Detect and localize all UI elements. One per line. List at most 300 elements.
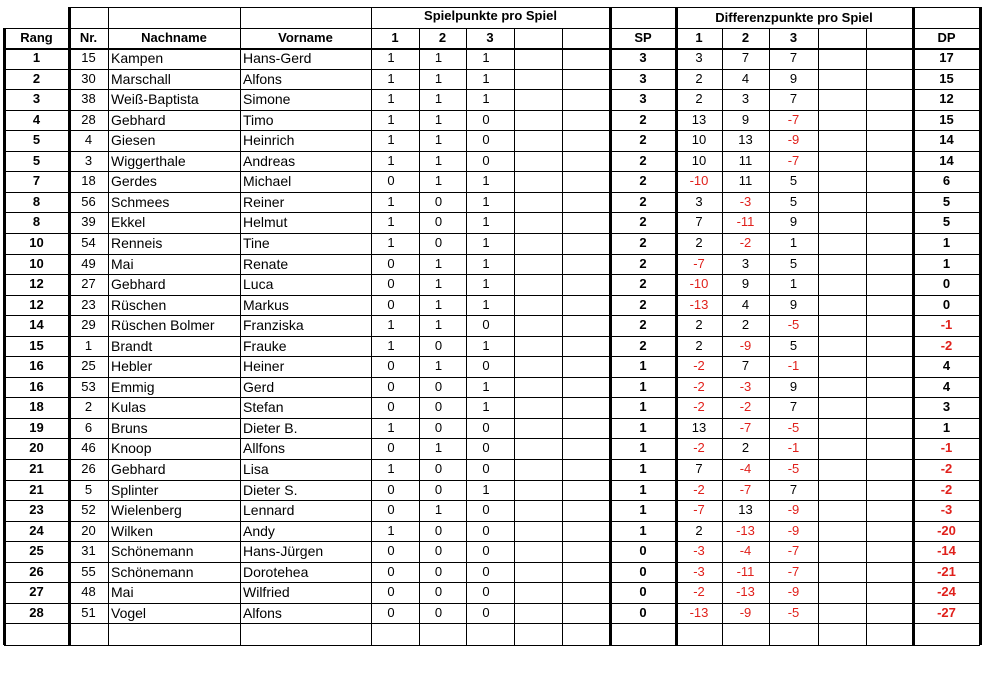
- grid-line: [818, 28, 819, 645]
- cell-dp: -14: [937, 543, 956, 559]
- grid-line: [69, 7, 980, 8]
- cell-d2: -2: [739, 234, 752, 250]
- cell-sp: 0: [639, 604, 647, 620]
- cell-s3: 0: [482, 502, 490, 518]
- cell-d1: 7: [695, 461, 703, 476]
- cell-s2: 1: [434, 276, 443, 292]
- cell-nr: 54: [81, 234, 96, 250]
- cell-s2: 0: [434, 584, 443, 600]
- grid-line: [4, 171, 980, 172]
- cell-d1: -7: [693, 502, 705, 518]
- cell-s2: 1: [434, 317, 443, 333]
- cell-sp: 2: [639, 255, 647, 271]
- cell-d2: 2: [741, 440, 750, 456]
- group-header-spielpunkte: Spielpunkte pro Spiel: [424, 8, 557, 23]
- cell-d2: -7: [739, 481, 752, 497]
- cell-nr: 30: [81, 70, 96, 86]
- cell-s3: 0: [482, 563, 490, 579]
- cell-d2: -4: [739, 461, 752, 476]
- cell-vorname: Dorotehea: [243, 563, 309, 580]
- cell-dp: -2: [940, 337, 953, 353]
- cell-vorname: Renate: [243, 255, 289, 272]
- grid-line: [4, 603, 980, 604]
- cell-rang: 1: [32, 50, 41, 65]
- column-header: Nachname: [141, 30, 207, 45]
- grid-line: [4, 459, 980, 460]
- cell-s1: 0: [387, 502, 395, 518]
- cell-rang: 24: [29, 522, 44, 538]
- grid-line: [4, 254, 980, 255]
- cell-s1: 1: [387, 70, 395, 86]
- grid-line: [4, 28, 980, 29]
- cell-d1: 2: [695, 317, 703, 333]
- cell-sp: 1: [639, 461, 647, 476]
- cell-s2: 1: [434, 502, 443, 518]
- cell-d1: 2: [695, 337, 703, 353]
- grid-line: [4, 397, 980, 398]
- cell-s1: 0: [387, 604, 395, 620]
- cell-dp: 14: [939, 152, 954, 168]
- cell-nachname: Kampen: [111, 50, 164, 66]
- cell-d1: 2: [695, 91, 703, 107]
- cell-dp: 15: [939, 70, 954, 86]
- grid-line: [4, 89, 980, 90]
- cell-nachname: Ekkel: [111, 214, 146, 231]
- grid-line: [912, 7, 915, 645]
- cell-s3: 0: [482, 522, 490, 538]
- cell-d1: -10: [689, 276, 709, 292]
- cell-d3: 7: [789, 399, 798, 415]
- cell-d1: 2: [695, 234, 703, 250]
- cell-sp: 1: [639, 440, 647, 456]
- cell-s3: 1: [482, 214, 490, 230]
- cell-rang: 16: [29, 378, 44, 394]
- cell-sp: 1: [639, 502, 647, 518]
- cell-s1: 1: [387, 419, 395, 435]
- cell-sp: 1: [639, 481, 647, 497]
- grid-line: [866, 28, 867, 645]
- cell-vorname: Andy: [243, 522, 275, 539]
- grid-line: [4, 623, 980, 624]
- cell-vorname: Reiner: [243, 193, 285, 210]
- cell-nr: 28: [81, 111, 96, 127]
- cell-s3: 1: [482, 337, 490, 353]
- grid-line: [4, 480, 980, 481]
- cell-d3: -7: [787, 111, 800, 127]
- cell-d3: 7: [789, 481, 798, 497]
- cell-sp: 2: [639, 214, 647, 230]
- cell-nr: 23: [81, 296, 96, 312]
- cell-dp: 4: [942, 378, 951, 394]
- grid-line: [4, 274, 980, 275]
- cell-d1: -3: [693, 543, 705, 559]
- cell-d3: -9: [787, 584, 800, 600]
- cell-s1: 1: [387, 91, 395, 107]
- cell-sp: 2: [639, 296, 647, 312]
- cell-d3: 5: [789, 173, 798, 189]
- cell-rang: 26: [29, 563, 44, 579]
- cell-d2: -9: [739, 604, 752, 620]
- cell-d2: 2: [741, 317, 750, 333]
- cell-dp: 6: [942, 173, 951, 189]
- cell-s1: 1: [387, 522, 395, 538]
- cell-rang: 28: [29, 604, 44, 620]
- cell-vorname: Dieter B.: [243, 419, 298, 436]
- cell-dp: -21: [937, 563, 956, 579]
- cell-sp: 1: [639, 419, 647, 435]
- grid-line: [4, 582, 980, 583]
- grid-line: [722, 28, 723, 645]
- cell-rang: 10: [29, 234, 44, 250]
- cell-s2: 1: [434, 70, 443, 86]
- cell-sp: 0: [639, 563, 647, 579]
- cell-nr: 6: [84, 419, 93, 435]
- cell-rang: 15: [29, 337, 44, 353]
- grid-line: [4, 151, 980, 152]
- grid-line: [4, 562, 980, 563]
- cell-nr: 56: [81, 193, 96, 209]
- cell-nachname: Gebhard: [111, 276, 166, 293]
- cell-s3: 1: [482, 399, 490, 415]
- cell-sp: 3: [639, 70, 647, 86]
- cell-s3: 0: [482, 132, 490, 148]
- cell-s3: 0: [482, 604, 490, 620]
- cell-d3: 1: [789, 276, 798, 292]
- cell-nachname: Rüschen: [111, 296, 167, 313]
- cell-s1: 0: [387, 255, 395, 271]
- grid-line: [371, 7, 372, 645]
- cell-nachname: Rüschen Bolmer: [111, 317, 215, 334]
- cell-s1: 0: [387, 563, 395, 579]
- cell-s3: 1: [482, 173, 490, 189]
- cell-vorname: Luca: [243, 276, 274, 293]
- column-header: 1: [695, 30, 703, 45]
- cell-dp: -27: [937, 604, 956, 620]
- grid-line: [108, 7, 109, 645]
- cell-sp: 2: [639, 193, 647, 209]
- cell-s2: 0: [434, 461, 443, 476]
- cell-s2: 0: [434, 481, 443, 497]
- cell-d3: -5: [787, 461, 800, 476]
- cell-d3: -1: [787, 358, 800, 374]
- cell-vorname: Markus: [243, 296, 289, 313]
- cell-s3: 1: [482, 70, 490, 86]
- cell-sp: 2: [639, 111, 647, 127]
- cell-nachname: Schmees: [111, 193, 170, 210]
- cell-s2: 0: [434, 378, 443, 394]
- cell-d2: 7: [741, 50, 750, 65]
- cell-sp: 2: [639, 317, 647, 333]
- cell-d2: 7: [741, 358, 750, 374]
- grid-line: [4, 192, 980, 193]
- cell-s2: 1: [434, 296, 443, 312]
- cell-nr: 1: [84, 337, 93, 353]
- cell-nr: 20: [81, 522, 96, 538]
- cell-s1: 0: [387, 481, 395, 497]
- cell-d3: -1: [787, 440, 800, 456]
- cell-nr: 15: [81, 50, 96, 65]
- cell-dp: 0: [942, 296, 951, 312]
- cell-nachname: Gebhard: [111, 461, 166, 477]
- cell-vorname: Hans-Gerd: [243, 50, 312, 66]
- grid-line: [4, 645, 980, 646]
- cell-vorname: Helmut: [243, 214, 288, 231]
- cell-rang: 21: [29, 481, 44, 497]
- cell-nachname: Wilken: [111, 522, 154, 539]
- cell-rang: 10: [29, 255, 44, 271]
- cell-s2: 0: [434, 214, 443, 230]
- column-header: SP: [634, 30, 652, 45]
- cell-s3: 1: [482, 91, 490, 107]
- grid-line: [4, 130, 980, 131]
- cell-s1: 0: [387, 399, 395, 415]
- cell-vorname: Heinrich: [243, 132, 295, 149]
- column-header: DP: [937, 30, 956, 45]
- cell-nr: 27: [81, 276, 96, 292]
- cell-vorname: Michael: [243, 173, 292, 190]
- cell-sp: 1: [639, 522, 647, 538]
- cell-s1: 0: [387, 358, 395, 374]
- cell-nr: 5: [84, 481, 93, 497]
- cell-rang: 8: [32, 214, 41, 230]
- cell-rang: 2: [32, 70, 41, 86]
- cell-vorname: Dieter S.: [243, 481, 298, 498]
- cell-vorname: Alfons: [243, 604, 282, 621]
- cell-rang: 21: [29, 461, 44, 476]
- cell-d2: -11: [736, 563, 755, 579]
- cell-d1: -2: [693, 358, 705, 374]
- cell-nachname: Mai: [111, 255, 134, 272]
- cell-d1: 13: [691, 111, 707, 127]
- cell-s3: 0: [482, 440, 490, 456]
- cell-nachname: Kulas: [111, 399, 147, 416]
- cell-nr: 25: [81, 358, 96, 374]
- cell-d1: -3: [693, 563, 705, 579]
- cell-nr: 46: [81, 440, 96, 456]
- cell-nr: 29: [81, 317, 96, 333]
- cell-d3: 9: [789, 378, 798, 394]
- cell-dp: -1: [940, 440, 953, 456]
- cell-d1: 10: [691, 132, 707, 148]
- cell-d3: 5: [789, 193, 798, 209]
- cell-s2: 0: [434, 193, 443, 209]
- cell-dp: 1: [942, 255, 951, 271]
- cell-dp: 15: [939, 111, 954, 127]
- grid-line: [3, 28, 6, 645]
- cell-s2: 0: [434, 337, 443, 353]
- cell-d2: 13: [738, 502, 753, 518]
- cell-dp: 5: [942, 214, 951, 230]
- cell-dp: -3: [940, 502, 953, 518]
- cell-sp: 2: [639, 173, 647, 189]
- cell-nr: 31: [81, 543, 96, 559]
- cell-s1: 0: [387, 543, 395, 559]
- cell-sp: 2: [639, 337, 647, 353]
- grid-line: [4, 233, 980, 234]
- cell-s1: 0: [387, 440, 395, 456]
- cell-d1: -2: [693, 481, 705, 497]
- cell-sp: 3: [639, 50, 647, 65]
- cell-s1: 1: [387, 152, 395, 168]
- cell-d1: -13: [689, 604, 709, 620]
- cell-s1: 1: [387, 214, 395, 230]
- cell-s2: 0: [434, 522, 443, 538]
- cell-nr: 26: [81, 461, 96, 476]
- cell-s2: 0: [434, 563, 443, 579]
- cell-d3: -5: [787, 317, 800, 333]
- cell-s1: 1: [387, 337, 395, 353]
- grid-line: [4, 377, 980, 378]
- cell-s1: 1: [387, 50, 395, 65]
- cell-s3: 0: [482, 461, 490, 476]
- cell-d3: 7: [789, 91, 798, 107]
- cell-dp: 3: [942, 399, 951, 415]
- column-header: Rang: [20, 30, 53, 45]
- cell-sp: 2: [639, 276, 647, 292]
- cell-s2: 1: [434, 255, 443, 271]
- cell-d3: -9: [787, 132, 800, 148]
- cell-nachname: Splinter: [111, 481, 159, 498]
- cell-d3: -7: [787, 152, 800, 168]
- cell-d2: 4: [741, 296, 750, 312]
- cell-vorname: Tine: [243, 234, 270, 251]
- grid-line: [4, 438, 980, 439]
- cell-s3: 0: [482, 358, 490, 374]
- cell-nr: 4: [84, 132, 93, 148]
- cell-nr: 55: [81, 563, 96, 579]
- cell-rang: 19: [29, 419, 44, 435]
- cell-rang: 20: [29, 440, 44, 456]
- column-header: [866, 28, 913, 48]
- cell-rang: 23: [29, 502, 44, 518]
- cell-s1: 1: [387, 132, 395, 148]
- cell-s1: 1: [387, 234, 395, 250]
- cell-rang: 16: [29, 358, 44, 374]
- cell-sp: 2: [639, 234, 647, 250]
- cell-s1: 0: [387, 378, 395, 394]
- cell-vorname: Simone: [243, 91, 291, 108]
- cell-d1: -2: [693, 399, 705, 415]
- cell-dp: -24: [937, 584, 956, 600]
- cell-s3: 1: [482, 481, 490, 497]
- cell-d2: -3: [739, 193, 752, 209]
- cell-d1: -2: [693, 440, 705, 456]
- cell-nachname: Bruns: [111, 419, 148, 436]
- grid-line: [4, 110, 980, 111]
- cell-s3: 0: [482, 543, 490, 559]
- grid-line: [4, 418, 980, 419]
- cell-s3: 1: [482, 255, 490, 271]
- cell-vorname: Gerd: [243, 378, 275, 395]
- cell-d3: -7: [787, 563, 800, 579]
- cell-s2: 1: [434, 358, 443, 374]
- cell-s3: 0: [482, 152, 490, 168]
- cell-nachname: Wielenberg: [111, 502, 182, 519]
- cell-d2: -13: [736, 522, 755, 538]
- cell-rang: 7: [32, 173, 41, 189]
- cell-s3: 1: [482, 296, 490, 312]
- cell-s3: 1: [482, 50, 490, 65]
- cell-dp: 1: [942, 234, 951, 250]
- cell-d3: 9: [789, 296, 798, 312]
- cell-dp: 14: [939, 132, 954, 148]
- grid-line: [675, 7, 678, 645]
- cell-d1: -13: [689, 296, 709, 312]
- cell-nachname: Hebler: [111, 358, 153, 375]
- cell-d2: 9: [741, 111, 750, 127]
- cell-dp: 1: [942, 419, 951, 435]
- cell-nachname: Wiggerthale: [111, 152, 186, 169]
- cell-d2: -4: [739, 543, 752, 559]
- cell-sp: 0: [639, 543, 647, 559]
- cell-s3: 1: [482, 193, 490, 209]
- cell-s3: 1: [482, 378, 490, 394]
- cell-sp: 2: [639, 152, 647, 168]
- cell-nr: 48: [81, 584, 96, 600]
- cell-s1: 1: [387, 317, 395, 333]
- cell-nachname: Marschall: [111, 70, 171, 87]
- cell-nachname: Gebhard: [111, 111, 166, 128]
- cell-d3: 1: [789, 234, 798, 250]
- cell-d1: -2: [693, 584, 705, 600]
- cell-s2: 1: [434, 111, 443, 127]
- grid-line: [4, 315, 980, 316]
- cell-s2: 1: [434, 173, 443, 189]
- cell-dp: 5: [942, 193, 951, 209]
- column-header: Vorname: [278, 30, 333, 45]
- cell-sp: 2: [639, 132, 647, 148]
- cell-dp: 12: [939, 91, 954, 107]
- cell-s3: 0: [482, 584, 490, 600]
- cell-d1: 10: [691, 152, 707, 168]
- cell-d2: 4: [741, 70, 750, 86]
- cell-nachname: Renneis: [111, 234, 163, 251]
- cell-dp: 4: [942, 358, 951, 374]
- cell-vorname: Franziska: [243, 317, 304, 334]
- cell-s2: 1: [434, 152, 443, 168]
- cell-vorname: Lisa: [243, 461, 269, 477]
- cell-nr: 39: [81, 214, 96, 230]
- grid-line: [4, 500, 980, 501]
- cell-d2: -7: [739, 419, 752, 435]
- cell-d2: 11: [738, 152, 753, 168]
- cell-nr: 2: [84, 399, 93, 415]
- cell-rang: 14: [29, 317, 44, 333]
- cell-vorname: Timo: [243, 111, 274, 128]
- cell-nr: 51: [81, 604, 96, 620]
- cell-d1: 3: [695, 193, 703, 209]
- cell-d2: -11: [736, 214, 755, 230]
- grid-line: [68, 7, 71, 645]
- cell-d2: -13: [736, 584, 755, 600]
- cell-s1: 1: [387, 111, 395, 127]
- cell-dp: 17: [939, 50, 954, 65]
- grid-line: [419, 28, 420, 645]
- column-header: 2: [741, 30, 750, 45]
- cell-d1: -10: [689, 173, 709, 189]
- cell-nachname: Vogel: [111, 604, 147, 621]
- grid-line: [4, 541, 980, 542]
- grid-line: [769, 28, 770, 645]
- cell-rang: 4: [32, 111, 41, 127]
- cell-nachname: Emmig: [111, 378, 155, 395]
- cell-d3: -9: [787, 502, 800, 518]
- cell-s3: 1: [482, 234, 490, 250]
- cell-s1: 0: [387, 276, 395, 292]
- group-header-differenzpunkte: Differenzpunkte pro Spiel: [715, 10, 873, 25]
- cell-nachname: Brandt: [111, 337, 153, 354]
- cell-vorname: Frauke: [243, 337, 287, 354]
